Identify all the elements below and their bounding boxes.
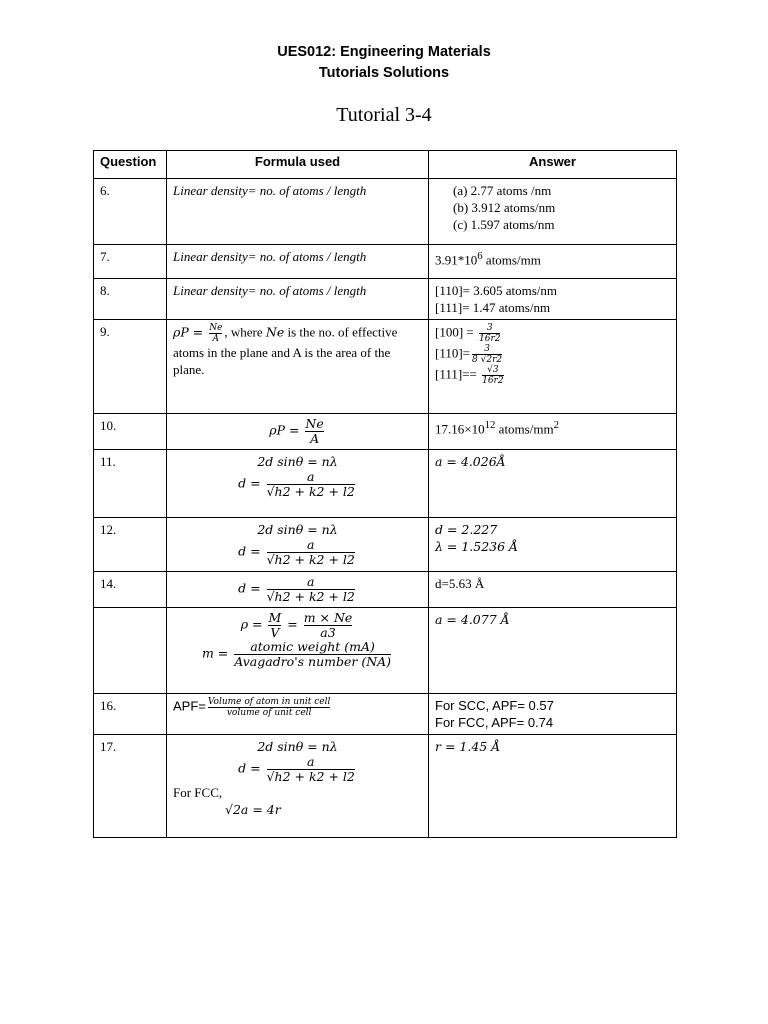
- answer-unit: atoms/mm: [495, 421, 554, 437]
- question-number: 7.: [94, 245, 167, 279]
- fraction-numerator: a: [306, 754, 315, 769]
- fraction-numerator: Ne: [305, 416, 324, 431]
- formula-cell: [167, 320, 429, 414]
- question-number: 8.: [94, 279, 167, 320]
- answer-cell: [429, 179, 677, 245]
- formula-cell: Linear density= no. of atoms / length: [167, 279, 429, 320]
- answer-cell: [429, 694, 677, 735]
- document-subtitle: Tutorials Solutions: [318, 65, 450, 81]
- fraction-denominator: √h2 + k2 + l2: [266, 589, 355, 604]
- answer-cell: [429, 320, 677, 414]
- answer-cell: [429, 518, 677, 572]
- answer-text: 17.16×10: [435, 421, 485, 437]
- fraction: [234, 640, 391, 669]
- fraction-denominator: 16r2: [482, 376, 504, 386]
- formula-lhs: ρP =: [173, 324, 208, 340]
- fraction-denominator: √h2 + k2 + l2: [266, 552, 355, 567]
- fraction-numerator: M: [268, 610, 282, 625]
- answer-exponent: 12: [484, 419, 496, 431]
- answer-line: (b) 3.912 atoms/nm: [453, 200, 556, 215]
- fraction: [305, 417, 323, 446]
- table-row: [94, 414, 677, 450]
- answer-line: [111]= 1.47 atoms/nm: [435, 300, 551, 315]
- formula-text: , where: [224, 324, 266, 340]
- table-row: [94, 279, 677, 320]
- fraction-numerator: atomic weight (mA): [250, 639, 375, 654]
- fraction-numerator: 3: [484, 344, 490, 354]
- question-number: 11.: [94, 450, 167, 518]
- answer-cell: a = 4.077 Å: [429, 608, 677, 694]
- fraction-denominator: V: [270, 625, 280, 640]
- formula-line: 2d sinθ = nλ: [257, 454, 338, 469]
- answer-label: [110]=: [435, 345, 471, 361]
- formula-lhs: d =: [238, 760, 265, 776]
- table-row: [94, 608, 677, 694]
- fraction-numerator: Volume of atom in unit cell: [207, 697, 331, 707]
- table-row: [94, 179, 677, 245]
- formula-text: is the no. of effective atoms in the plane and A is the area of the plane.: [173, 324, 398, 377]
- fraction-numerator: Ne: [209, 323, 223, 333]
- fraction: [209, 323, 222, 344]
- fraction-denominator: A: [209, 333, 222, 344]
- answer-line: d = 2.227: [435, 522, 498, 537]
- formula-line: √2a = 4r: [225, 802, 281, 817]
- answer-exponent: 2: [553, 419, 559, 431]
- answer-cell: [429, 245, 677, 279]
- fraction-denominator: 16r2: [479, 334, 501, 344]
- table-row: [94, 450, 677, 518]
- fraction-denominator: a3: [304, 625, 353, 640]
- fraction: [267, 470, 355, 499]
- tutorial-title: Tutorial 3-4: [336, 104, 432, 126]
- formula-cell: [167, 572, 429, 608]
- table-row: [94, 572, 677, 608]
- formula-cell: [167, 694, 429, 735]
- answer-line: (a) 2.77 atoms /nm: [453, 183, 552, 198]
- question-number: [94, 608, 167, 694]
- col-header-formula: Formula used: [167, 151, 429, 179]
- fraction-denominator: volume of unit cell: [208, 707, 331, 718]
- fraction: [267, 755, 355, 784]
- answer-text: 3.91*10: [435, 252, 478, 268]
- fraction-numerator: a: [306, 574, 315, 589]
- formula-cell: [167, 414, 429, 450]
- formula-lhs: d =: [238, 580, 265, 596]
- formula-cell: [167, 518, 429, 572]
- formula-cell: Linear density= no. of atoms / length: [167, 179, 429, 245]
- answer-cell: d=5.63 Å: [429, 572, 677, 608]
- answer-cell: [429, 414, 677, 450]
- formula-lhs: ρP =: [269, 422, 304, 438]
- fraction-numerator: m × Ne: [303, 610, 353, 625]
- formula-line: [173, 640, 422, 669]
- question-number: 9.: [94, 320, 167, 414]
- fraction-denominator: √h2 + k2 + l2: [266, 769, 355, 784]
- answer-line: λ = 1.5236 Å: [435, 539, 519, 554]
- table-row: [94, 245, 677, 279]
- fraction: [267, 538, 355, 567]
- fraction: [208, 697, 331, 718]
- formula-lhs: ρ =: [240, 616, 267, 632]
- formula-cell: Linear density= no. of atoms / length: [167, 245, 429, 279]
- question-number: 12.: [94, 518, 167, 572]
- table-row: [94, 694, 677, 735]
- table-row: [94, 518, 677, 572]
- fraction: [482, 365, 503, 386]
- fraction-numerator: a: [306, 469, 315, 484]
- fraction: [472, 344, 502, 365]
- fraction-numerator: 3: [486, 323, 493, 333]
- question-number: 16.: [94, 694, 167, 735]
- answer-line: For FCC, APF= 0.74: [435, 715, 554, 730]
- formula-cell: [167, 608, 429, 694]
- fraction-denominator: Avagadro's number (NA): [234, 654, 392, 669]
- fraction-numerator: a: [306, 537, 315, 552]
- formula-line: 2d sinθ = nλ: [257, 522, 338, 537]
- fraction: [304, 611, 353, 640]
- question-number: 6.: [94, 179, 167, 245]
- answer-cell: r = 1.45 Å: [429, 735, 677, 838]
- col-header-answer: Answer: [429, 151, 677, 179]
- question-number: 10.: [94, 414, 167, 450]
- fraction: [267, 575, 355, 604]
- table-row: [94, 320, 677, 414]
- answer-line: [435, 344, 670, 365]
- answer-cell: [429, 279, 677, 320]
- answer-exponent: 6: [477, 250, 483, 262]
- solutions-table: [93, 150, 677, 838]
- formula-line: [173, 611, 422, 640]
- document-code-title: UES012: Engineering Materials: [277, 44, 491, 60]
- formula-operator: =: [283, 616, 302, 632]
- fraction-denominator: √h2 + k2 + l2: [266, 484, 355, 499]
- answer-label: [111]==: [435, 366, 481, 382]
- col-header-question: Question: [94, 151, 167, 179]
- fraction: [479, 323, 500, 344]
- answer-label: [100] =: [435, 324, 477, 340]
- answer-line: For SCC, APF= 0.57: [435, 698, 554, 713]
- question-number: 17.: [94, 735, 167, 838]
- fraction-denominator: A: [305, 431, 323, 446]
- question-number: 14.: [94, 572, 167, 608]
- answer-unit: atoms/mm: [482, 252, 541, 268]
- answer-line: [435, 365, 670, 386]
- formula-line: 2d sinθ = nλ: [257, 739, 338, 754]
- formula-cell: [167, 450, 429, 518]
- fraction-denominator: 8 √2r2: [472, 355, 503, 365]
- answer-cell: a = 4.026Å: [429, 450, 677, 518]
- formula-lhs: APF=: [173, 698, 206, 714]
- fraction-numerator: √3: [487, 365, 499, 375]
- formula-lhs: d =: [238, 543, 265, 559]
- fraction: [268, 611, 281, 640]
- formula-symbol: Ne: [265, 324, 285, 340]
- formula-lhs: m =: [201, 645, 233, 661]
- formula-text: For FCC,: [173, 785, 223, 800]
- table-row: [94, 735, 677, 838]
- answer-line: [435, 323, 670, 344]
- table-header-row: [94, 151, 677, 179]
- formula-lhs: d =: [238, 475, 265, 491]
- answer-line: (c) 1.597 atoms/nm: [453, 217, 555, 232]
- formula-line: [173, 755, 422, 784]
- answer-line: [110]= 3.605 atoms/nm: [435, 283, 558, 298]
- formula-cell: [167, 735, 429, 838]
